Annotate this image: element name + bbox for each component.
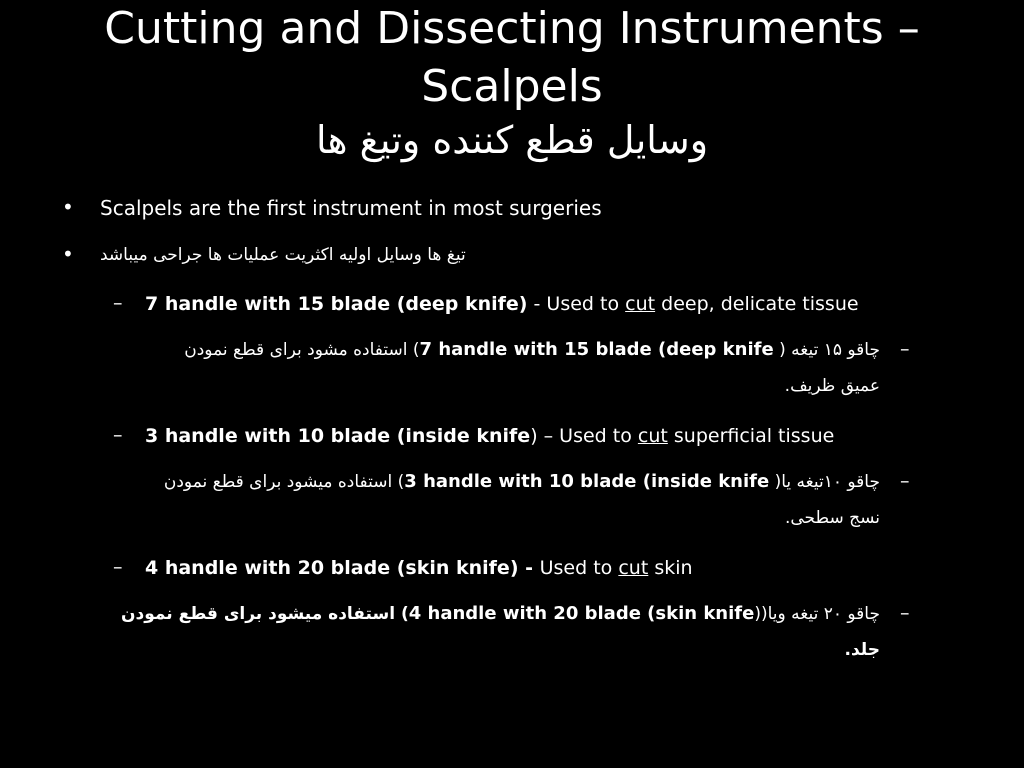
item-text: skin (648, 557, 693, 579)
item-text: - Used to (527, 293, 626, 315)
item-text: deep, delicate tissue (655, 293, 859, 315)
fa-text: چاقو ۲۰ تیغه ویا(( (754, 604, 880, 624)
fa-text: ) استفاده میشود برای قطع نمودن (163, 472, 405, 492)
fa-text: چاقو ۱۰تیغه یا( (769, 472, 880, 492)
cut-word: cut (618, 557, 649, 579)
item-text: ) – Used to (530, 425, 638, 447)
fa-text: چاقو ۱۵ تیغه ( (773, 340, 880, 360)
dash-marker: – (900, 602, 910, 624)
slide-title (0, 0, 1024, 164)
fa-bold: 3 handle with 10 blade (inside knife (404, 471, 770, 492)
item-4-handle (145, 556, 693, 580)
item-4-handle-persian (70, 596, 880, 668)
item-3-handle (145, 424, 834, 448)
bullet-persian: تیغ ها وسایل اولیه اکثریت عملیات ها جراحی میباشد (100, 245, 466, 265)
item-7-handle (145, 292, 859, 316)
dash-marker: – (113, 556, 123, 578)
fa-text: جلد. (844, 640, 880, 660)
dash-marker: – (900, 470, 910, 492)
cut-word: cut (637, 425, 668, 447)
dash-marker: – (113, 424, 123, 446)
fa-text: نسج سطحی. (784, 508, 880, 528)
bullet-dot: • (62, 242, 74, 266)
fa-text: ) استفاده مشود برای قطع نمودن (184, 340, 420, 360)
fa-bold: 7 handle with 15 blade (deep knife (419, 339, 774, 360)
title-persian: وسایل قطع کننده وتیغ ها (315, 118, 709, 162)
cut-word: cut (625, 293, 656, 315)
item-4-handle-bold: 4 handle with 20 blade (skin knife) - (145, 557, 540, 579)
item-text: superficial tissue (667, 425, 835, 447)
title-line-2: Scalpels (421, 61, 603, 112)
item-7-handle-persian (100, 332, 880, 404)
fa-bold: 4 handle with 20 blade (skin knife (408, 603, 755, 624)
title-line-1: Cutting and Dissecting Instruments – (104, 3, 920, 54)
fa-text: ) استفاده میشود برای قطع نمودن (121, 604, 409, 624)
dash-marker: – (900, 338, 910, 360)
item-text: Used to (539, 557, 619, 579)
item-3-handle-persian (80, 464, 880, 536)
bullet-english: Scalpels are the first instrument in most surgeries (100, 196, 602, 220)
fa-text: عمیق ظریف. (784, 376, 880, 396)
item-7-handle-bold: 7 handle with 15 blade (deep knife) (145, 293, 528, 315)
dash-marker: – (113, 292, 123, 314)
item-3-handle-bold: 3 handle with 10 blade (inside knife (145, 425, 531, 447)
bullet-dot: • (62, 195, 74, 219)
